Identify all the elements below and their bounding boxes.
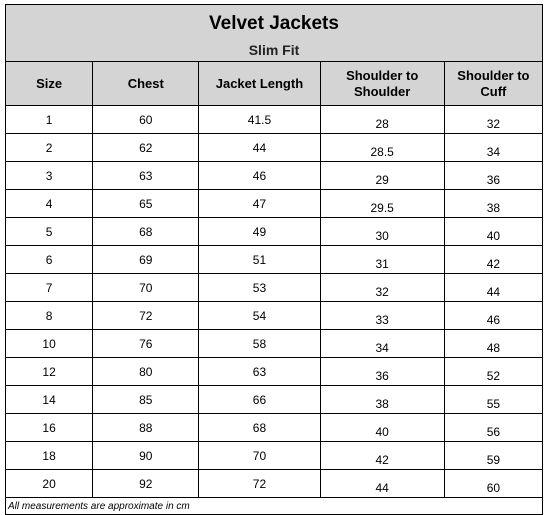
cell-chest: 65: [93, 190, 199, 218]
cell-shoulder-to-shoulder: 34: [320, 330, 444, 358]
cell-chest: 62: [93, 134, 199, 162]
header-shoulder-to-shoulder: Shoulder to Shoulder: [320, 62, 444, 106]
header-row: [6, 62, 543, 106]
cell-size: 6: [6, 246, 93, 274]
cell-shoulder-to-shoulder: 28: [320, 106, 444, 134]
cell-chest: 85: [93, 386, 199, 414]
cell-shoulder-to-shoulder: 29: [320, 162, 444, 190]
cell-shoulder-to-cuff: 60: [444, 470, 542, 498]
cell-shoulder-to-cuff: 56: [444, 414, 542, 442]
cell-jacket-length: 66: [199, 386, 320, 414]
table-row: [6, 134, 543, 162]
cell-size: 1: [6, 106, 93, 134]
cell-size: 16: [6, 414, 93, 442]
cell-shoulder-to-shoulder: 31: [320, 246, 444, 274]
cell-shoulder-to-cuff: 32: [444, 106, 542, 134]
header-jacket-length: Jacket Length: [199, 62, 320, 106]
cell-jacket-length: 47: [199, 190, 320, 218]
cell-chest: 92: [93, 470, 199, 498]
table-row: [6, 162, 543, 190]
table-row: [6, 470, 543, 498]
cell-shoulder-to-shoulder: 33: [320, 302, 444, 330]
table-row: [6, 218, 543, 246]
cell-size: 12: [6, 358, 93, 386]
cell-jacket-length: 41.5: [199, 106, 320, 134]
cell-shoulder-to-shoulder: 42: [320, 442, 444, 470]
cell-shoulder-to-cuff: 55: [444, 386, 542, 414]
cell-shoulder-to-cuff: 42: [444, 246, 542, 274]
cell-shoulder-to-shoulder: 28.5: [320, 134, 444, 162]
cell-jacket-length: 49: [199, 218, 320, 246]
table-row: [6, 330, 543, 358]
cell-chest: 76: [93, 330, 199, 358]
cell-size: 4: [6, 190, 93, 218]
cell-shoulder-to-shoulder: 32: [320, 274, 444, 302]
size-table: [5, 4, 543, 515]
cell-chest: 68: [93, 218, 199, 246]
table-body: [6, 106, 543, 498]
cell-shoulder-to-shoulder: 29.5: [320, 190, 444, 218]
cell-size: 18: [6, 442, 93, 470]
table-row: [6, 246, 543, 274]
cell-shoulder-to-cuff: 46: [444, 302, 542, 330]
cell-size: 3: [6, 162, 93, 190]
cell-shoulder-to-shoulder: 40: [320, 414, 444, 442]
cell-jacket-length: 54: [199, 302, 320, 330]
cell-chest: 88: [93, 414, 199, 442]
cell-size: 20: [6, 470, 93, 498]
cell-shoulder-to-shoulder: 38: [320, 386, 444, 414]
chart-subtitle: Slim Fit: [248, 41, 300, 58]
cell-shoulder-to-shoulder: 44: [320, 470, 444, 498]
cell-shoulder-to-cuff: 59: [444, 442, 542, 470]
cell-shoulder-to-cuff: 38: [444, 190, 542, 218]
table-row: [6, 302, 543, 330]
cell-shoulder-to-cuff: 40: [444, 218, 542, 246]
cell-shoulder-to-cuff: 44: [444, 274, 542, 302]
cell-chest: 60: [93, 106, 199, 134]
cell-jacket-length: 53: [199, 274, 320, 302]
cell-size: 2: [6, 134, 93, 162]
table-row: [6, 414, 543, 442]
cell-jacket-length: 58: [199, 330, 320, 358]
title-block: [6, 5, 543, 62]
cell-jacket-length: 70: [199, 442, 320, 470]
header-size: Size: [6, 62, 93, 106]
cell-size: 8: [6, 302, 93, 330]
cell-shoulder-to-cuff: 48: [444, 330, 542, 358]
cell-shoulder-to-cuff: 36: [444, 162, 542, 190]
cell-chest: 90: [93, 442, 199, 470]
table-row: [6, 358, 543, 386]
cell-jacket-length: 63: [199, 358, 320, 386]
cell-chest: 63: [93, 162, 199, 190]
cell-size: 10: [6, 330, 93, 358]
cell-jacket-length: 51: [199, 246, 320, 274]
cell-size: 5: [6, 218, 93, 246]
cell-jacket-length: 68: [199, 414, 320, 442]
cell-jacket-length: 72: [199, 470, 320, 498]
cell-jacket-length: 46: [199, 162, 320, 190]
cell-shoulder-to-cuff: 34: [444, 134, 542, 162]
table-row: [6, 190, 543, 218]
cell-shoulder-to-cuff: 52: [444, 358, 542, 386]
header-shoulder-to-cuff: Shoulder to Cuff: [444, 62, 542, 106]
table-row: [6, 274, 543, 302]
cell-size: 7: [6, 274, 93, 302]
chart-title: Velvet Jackets: [209, 12, 339, 34]
cell-chest: 80: [93, 358, 199, 386]
cell-chest: 69: [93, 246, 199, 274]
table-row: [6, 386, 543, 414]
header-chest: Chest: [93, 62, 199, 106]
cell-chest: 72: [93, 302, 199, 330]
table-row: [6, 106, 543, 134]
cell-chest: 70: [93, 274, 199, 302]
cell-shoulder-to-shoulder: 30: [320, 218, 444, 246]
size-chart: [5, 4, 543, 515]
table-row: [6, 442, 543, 470]
cell-jacket-length: 44: [199, 134, 320, 162]
cell-size: 14: [6, 386, 93, 414]
cell-shoulder-to-shoulder: 36: [320, 358, 444, 386]
measurement-note: All measurements are approximate in cm: [6, 498, 543, 515]
